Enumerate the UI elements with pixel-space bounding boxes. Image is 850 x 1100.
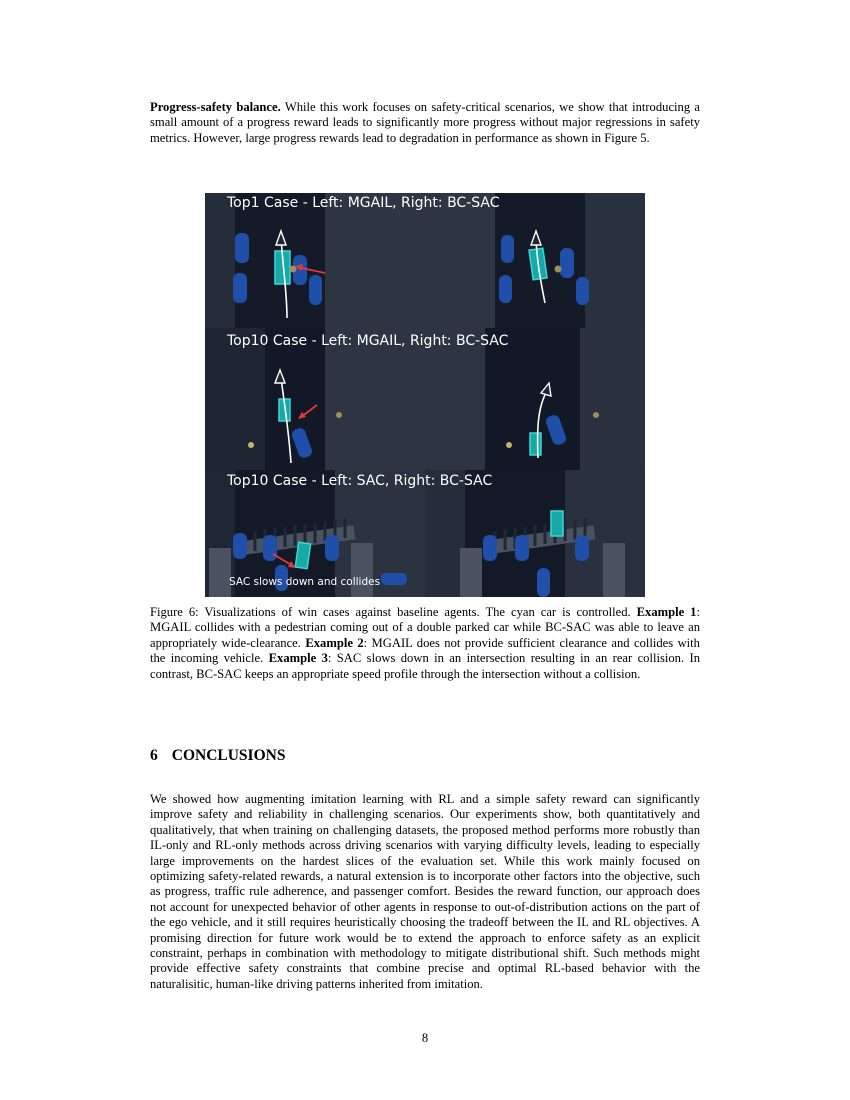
progress-safety-paragraph: [150, 100, 700, 146]
caption-example-3-text: : SAC slows down in an intersection resulting in an rear collision. In contrast, BC-SAC keeps an appropriate speed profile through the intersection without a collision.: [150, 651, 700, 681]
caption-example-2-label: Example 2: [305, 635, 364, 650]
figure-label-top10-a: Top10 Case - Left: MGAIL, Right: BC-SAC: [227, 333, 509, 349]
caption-example-3-label: Example 3: [268, 651, 328, 666]
paragraph-body: While this work focuses on safety-critical scenarios, we show that introducing a small amount of a progress reward leads to significantly more progress without major regressions in safety metrics. However, large progress rewards lead to degradation in performance as shown in Figure 5.: [150, 100, 700, 145]
page-number: 8: [421, 1031, 429, 1045]
figure-label-top1: Top1 Case - Left: MGAIL, Right: BC-SAC: [227, 195, 500, 211]
caption-example-1-label: Example 1: [636, 605, 697, 619]
panel-top10-a: [205, 328, 645, 470]
panel-top1: [205, 193, 645, 328]
section-title: CONCLUSIONS: [171, 747, 286, 764]
controlled-car-icon: [530, 433, 541, 455]
caption-example-2-text: : MGAIL does not provide sufficient clearance and collides with the incoming vehicle.: [150, 635, 700, 666]
caption-example-1-text: : MGAIL collides with a pedestrian coming out of a double parked car while BC-SAC was able to leave an appropriately wide-clearance.: [150, 605, 700, 650]
figure-6: [205, 193, 645, 597]
controlled-car-icon: [551, 511, 563, 536]
controlled-car-icon: [295, 542, 310, 568]
figure-caption: [150, 605, 700, 682]
figure-note: SAC slows down and collides: [229, 576, 381, 588]
paragraph-title: Progress-safety balance.: [150, 100, 281, 114]
section-heading: [150, 747, 285, 765]
figure-label-top10-b: Top10 Case - Left: SAC, Right: BC-SAC: [227, 473, 493, 489]
driving-scenes-image: [205, 193, 645, 597]
caption-prefix: Figure 6: Visualizations of win cases against baseline agents. The cyan car is controlled.: [150, 605, 631, 619]
conclusions-paragraph: We showed how augmenting imitation learning with RL and a simple safety reward can significantly improve safety and reliability in challenging scenarios. Our experiments show, both quantitatively and qualitatively, that when training on challenging datasets, the proposed method performs more robustly than IL-only and RL-only methods across driving scenarios with varying difficulty levels, leading to especially large improvements on the hardest slices of the evaluation set. While this work mainly focused on optimizing safety-related rewards, a natural extension is to incorporate other factors into the objective, such as progress, traffic rule adherence, and passenger comfort. Besides the reward function, our approach does not account for unexpected behavior of other agents in response to out-of-distribution actions on the part of the ego vehicle, and it still requires heuristically choosing the tradeoff between the IL and RL objectives. A promising direction for future work would be to extend the approach to enforce safety as an explicit constraint, perhaps in combination with methodology to mitigate distributional shift. Such methods might provide effective safety constraints that combine precise and optimal RL-based behavior with the naturalisitic, human-like driving patterns inherited from imitation.: [150, 792, 700, 991]
section-number: 6: [150, 747, 158, 764]
